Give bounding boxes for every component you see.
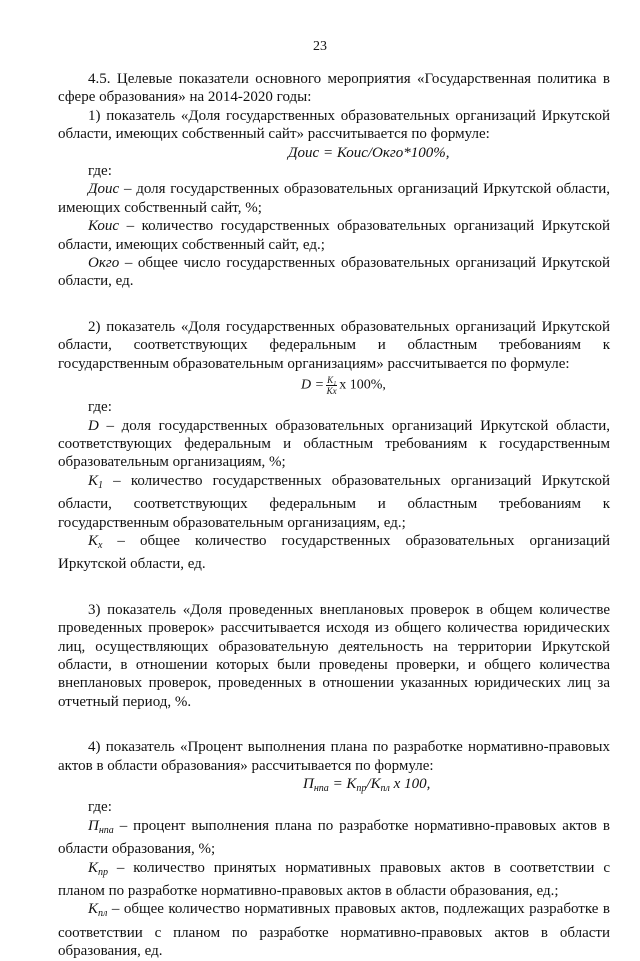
formula-rhs: x 100%, (339, 377, 386, 393)
item-4-def-2 (58, 859, 610, 901)
term: К (88, 532, 98, 549)
document-body (58, 70, 610, 961)
item-1-def-2 (58, 217, 610, 254)
definition: – общее количество государственных образовательных организаций Иркутской области, ед. (58, 532, 610, 573)
item-2-intro-line-1: 2) показатель «Доля государственных образовательных организаций Иркутской (88, 318, 610, 335)
term: К (88, 472, 98, 489)
term: К (88, 859, 98, 876)
item-4-def-3 (58, 900, 610, 960)
item-4-def-1 (58, 817, 610, 859)
item-2-def-3 (58, 532, 610, 574)
term: Доис (88, 181, 120, 198)
term: Коис (88, 218, 120, 235)
term: К (88, 901, 98, 918)
item-2-intro-line-3: государственным образовательным организациям» рассчитывается по формуле: (58, 355, 570, 372)
definition: – процент выполнения плана по разработке нормативно-правовых актов в области образования, %; (58, 817, 610, 858)
item-4-formula: $П_{нпа} = К_{пр}/К_{пл}$ х 100, (303, 776, 431, 794)
term: П (88, 817, 99, 834)
term-subscript: нпа (98, 824, 114, 836)
item-2-intro-line-2: области, соответствующих федеральным и областным требованиям к (58, 337, 610, 354)
item-1-formula: Доис = Коис/Окго*100%, (288, 144, 450, 161)
definition: – доля государственных образовательных организаций Иркутской области, имеющих собственный сайт, %; (58, 181, 610, 216)
item-1-where: где: (88, 163, 112, 180)
definition: – количество государственных образовательных организаций Иркутской (102, 472, 610, 489)
item-2-def-2-line-3: государственным образовательным организациям, ед.; (58, 514, 406, 531)
definition: – общее число государственных образовательных организаций Иркутской области, ед. (58, 255, 610, 290)
term-subscript: 1 (97, 479, 103, 491)
term-subscript: пр (97, 866, 108, 878)
item-1-intro: 1) показатель «Доля государственных образовательных организаций Иркутской области, имеющих собственный сайт» рассчитывается по формуле: (58, 107, 610, 143)
item-4-intro: 4) показатель «Процент выполнения плана по разработке нормативно-правовых актов в области образования» рассчитывается по формуле: (58, 739, 610, 774)
section-heading: 4.5. Целевые показатели основного мероприятия «Государственная политика в сфере образования» на 2014-2020 годы: (58, 71, 610, 106)
term-subscript: пл (97, 908, 108, 920)
item-2-where: где: (88, 399, 112, 416)
item-2-def-2-line-2: области, соответствующих федеральным и областным требованиям к (58, 496, 610, 513)
item-1-def-3 (58, 254, 610, 291)
term: Окго (88, 255, 120, 272)
item-3-text: 3) показатель «Доля проведенных внеплановых проверок в общем количестве проведенных проверок» рассчитывается исходя из общего количества юридических лиц, осуществляющих образовательную деятельность на территории Иркутской области, в отношении которых были проведены проверки, и общего количества внеплановых проверок, проведенных в отношении указанных юридических лиц за отчетный период, %. (58, 601, 610, 710)
definition: – общее количество нормативных правовых актов, подлежащих разработке в соответствии с планом по разработке нормативно-правовых актов в области образования, ед. (58, 901, 610, 960)
page-number: 23 (313, 39, 327, 54)
item-2-def-2-line-1 (58, 472, 610, 495)
definition: – количество принятых нормативных правовых актов в соответствии с планом по разработке нормативно-правовых актов в области образования, ед.; (58, 859, 610, 900)
term: D (88, 417, 99, 434)
item-1-def-1 (58, 180, 610, 217)
formula-denominator: Kx (326, 386, 337, 397)
formula-lhs: D = (301, 377, 325, 393)
definition: – количество государственных образовательных организаций Иркутской области, имеющих собственный сайт, ед.; (58, 218, 610, 253)
item-2-formula (58, 375, 610, 396)
formula-numerator: K₁ (327, 375, 337, 386)
formula-fraction (326, 375, 337, 396)
item-2-def-1 (58, 417, 610, 472)
item-4-where: где: (88, 799, 112, 816)
definition: – доля государственных образовательных организаций Иркутской области, соответствующих федеральным и областным требованиям к государственным образовательным организациям, %; (58, 417, 610, 471)
term-subscript: х (97, 539, 103, 551)
